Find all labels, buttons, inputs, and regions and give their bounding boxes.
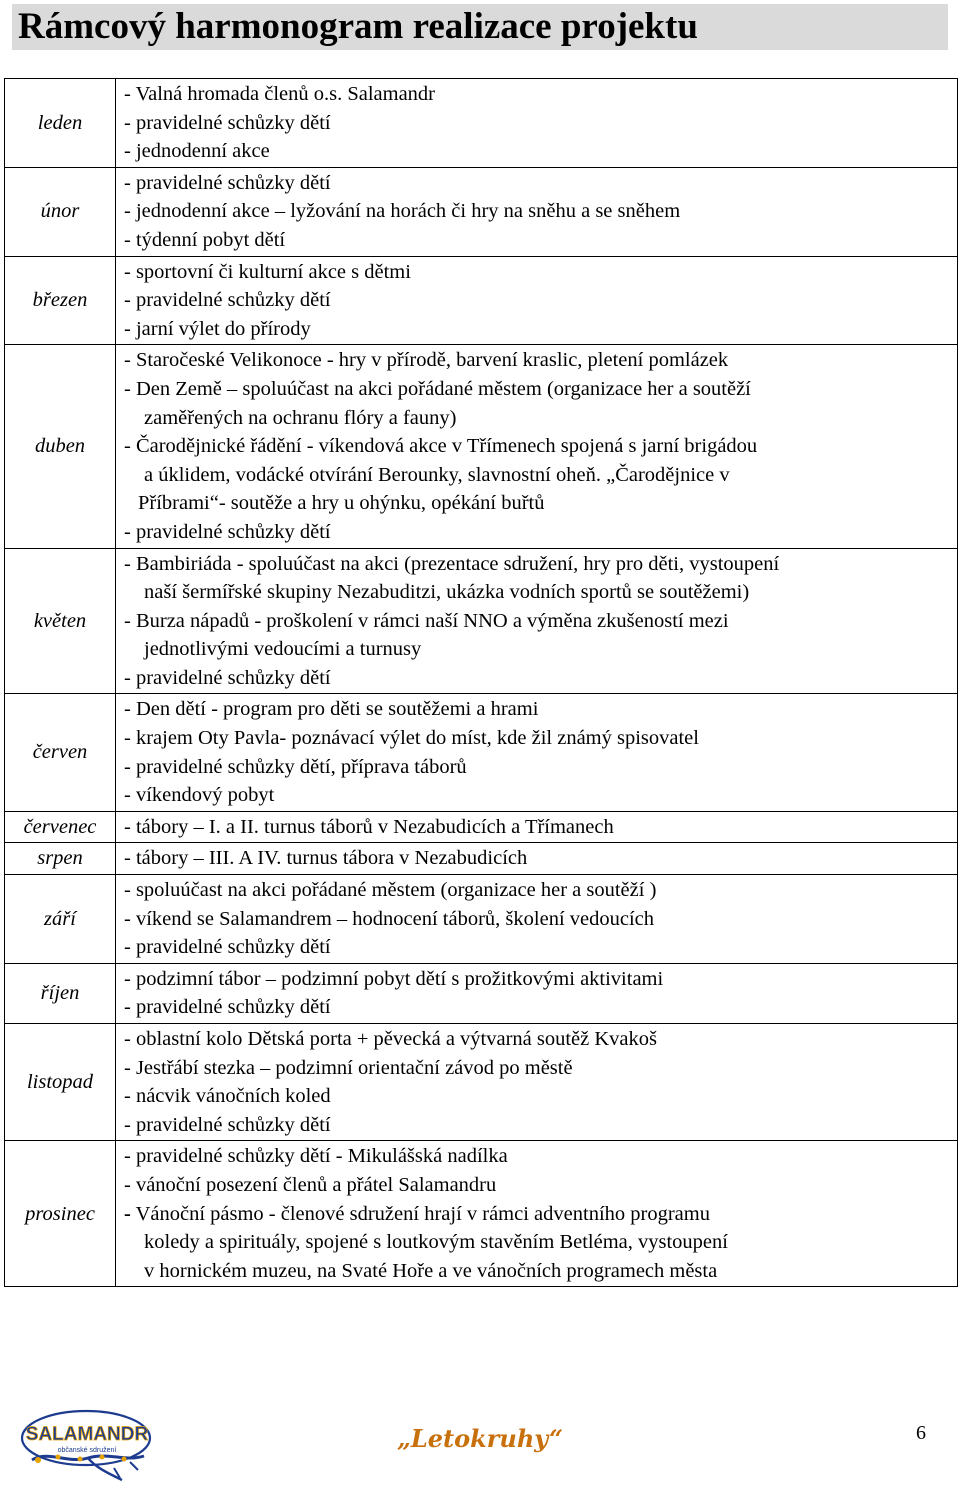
activity-item xyxy=(124,432,957,489)
activity-text: - Jestřábí stezka – podzimní orientační závod po městě xyxy=(124,1056,573,1079)
activity-text: - víkend se Salamandrem – hodnocení táborů, školení vedoucích xyxy=(124,907,655,930)
activity-text: - pravidelné schůzky dětí xyxy=(124,171,331,194)
page-title: Rámcový harmonogram realizace projektu xyxy=(18,6,698,47)
activity-text: - Bambiriáda - spoluúčast na akci (prezentace sdružení, hry pro děti, vystoupení xyxy=(124,552,780,575)
month-name: červen xyxy=(5,694,116,811)
month-name: listopad xyxy=(5,1024,116,1141)
activity-text: - pravidelné schůzky dětí - Mikulášská nadílka xyxy=(124,1145,508,1168)
month-name: březen xyxy=(5,256,116,345)
logo-subtext: občanské sdružení xyxy=(57,1447,117,1454)
activity-text: - nácvik vánočních koled xyxy=(124,1085,331,1108)
activity-item xyxy=(124,905,957,934)
activity-item xyxy=(124,1111,957,1140)
activity-item xyxy=(124,1142,957,1171)
activity-continuation: v hornickém muzeu, na Svaté Hoře a ve vánočních programech města xyxy=(144,1259,718,1282)
activity-text: - krajem Oty Pavla- poznávací výlet do míst, kde žil známý spisovatel xyxy=(124,727,699,750)
activity-text: - pravidelné schůzky dětí xyxy=(124,666,331,689)
month-name: květen xyxy=(5,548,116,694)
month-name: prosinec xyxy=(5,1141,116,1287)
activity-list xyxy=(116,345,958,548)
activity-text: - pravidelné schůzky dětí xyxy=(124,996,331,1019)
activity-item xyxy=(124,664,957,693)
activity-list xyxy=(116,875,958,964)
activity-text: - jednodenní akce – lyžování na horách či hry na sněhu a se sněhem xyxy=(124,200,681,223)
activity-item xyxy=(124,315,957,344)
activity-list xyxy=(116,1141,958,1287)
activity-text: - Vánoční pásmo - členové sdružení hrají v rámci adventního programu xyxy=(124,1202,710,1225)
activity-item xyxy=(124,518,957,547)
activity-item xyxy=(124,781,957,810)
schedule-row xyxy=(5,963,958,1023)
activity-item xyxy=(124,876,957,905)
activity-list xyxy=(116,1024,958,1141)
activity-text: - pravidelné schůzky dětí xyxy=(124,111,331,134)
activity-item xyxy=(124,1082,957,1111)
activity-text: - sportovní či kulturní akce s dětmi xyxy=(124,260,411,283)
month-name: duben xyxy=(5,345,116,548)
activity-text: - týdenní pobyt dětí xyxy=(124,228,286,251)
activity-text: - víkendový pobyt xyxy=(124,784,275,807)
schedule-row xyxy=(5,167,958,256)
activity-item xyxy=(124,1025,957,1054)
activity-text: - pravidelné schůzky dětí xyxy=(124,289,331,312)
activity-continuation: a úklidem, vodácké otvírání Berounky, slavnostní oheň. „Čarodějnice v xyxy=(144,463,730,486)
page-number: 6 xyxy=(916,1422,926,1444)
activity-text: - vánoční posezení členů a přátel Salamandru xyxy=(124,1173,497,1196)
schedule-body xyxy=(5,79,958,1287)
activity-text: - spoluúčast na akci pořádané městem (organizace her a soutěží ) xyxy=(124,879,657,902)
activity-text: - jednodenní akce xyxy=(124,140,270,163)
activity-list xyxy=(116,843,958,875)
activity-item xyxy=(124,109,957,138)
schedule-row xyxy=(5,1141,958,1287)
activity-item xyxy=(124,753,957,782)
schedule-row xyxy=(5,79,958,168)
activity-text: - Den dětí - program pro děti se soutěžemi a hrami xyxy=(124,698,539,721)
month-name: srpen xyxy=(5,843,116,875)
activity-item xyxy=(124,346,957,375)
activity-item xyxy=(124,965,957,994)
month-name: říjen xyxy=(5,963,116,1023)
activity-continuation: zaměřených na ochranu flóry a fauny) xyxy=(144,406,457,429)
activity-text: - tábory – III. A IV. turnus tábora v Nezabudicích xyxy=(124,847,528,870)
activity-item xyxy=(124,258,957,287)
activity-item xyxy=(124,169,957,198)
activity-item xyxy=(124,137,957,166)
activity-text: - pravidelné schůzky dětí xyxy=(124,936,331,959)
schedule-row xyxy=(5,256,958,345)
activity-text: - pravidelné schůzky dětí xyxy=(124,1113,331,1136)
salamandr-logo xyxy=(18,1402,158,1488)
month-name: leden xyxy=(5,79,116,168)
title-bar xyxy=(12,4,948,50)
activity-item xyxy=(124,607,957,664)
activity-continuation: Příbrami“- soutěže a hry u ohýnku, opékání buřtů xyxy=(138,492,545,515)
activity-list xyxy=(116,694,958,811)
activity-list xyxy=(116,256,958,345)
schedule-row xyxy=(5,843,958,875)
activity-text: - Staročeské Velikonoce - hry v přírodě, barvení kraslic, pletení pomlázek xyxy=(124,349,729,372)
activity-item xyxy=(124,550,957,607)
schedule-row xyxy=(5,1024,958,1141)
activity-item xyxy=(124,1054,957,1083)
month-name: únor xyxy=(5,167,116,256)
activity-text: - Čarodějnické řádění - víkendová akce v Třímenech spojená s jarní brigádou xyxy=(124,435,758,458)
activity-item xyxy=(124,489,957,518)
schedule-row xyxy=(5,548,958,694)
activity-list xyxy=(116,811,958,843)
activity-item xyxy=(124,80,957,109)
footer-title: „Letokruhy“ xyxy=(397,1424,563,1453)
activity-item xyxy=(124,844,957,873)
activity-item xyxy=(124,933,957,962)
activity-item xyxy=(124,813,957,842)
activity-list xyxy=(116,963,958,1023)
activity-item xyxy=(124,197,957,226)
activity-continuation: naší šermířské skupiny Nezabuditzi, ukázka vodních sportů se soutěžemi) xyxy=(144,581,750,604)
month-name: červenec xyxy=(5,811,116,843)
activity-item xyxy=(124,724,957,753)
activity-item xyxy=(124,695,957,724)
logo-wordmark: SALAMANDR xyxy=(25,1424,149,1445)
activity-list xyxy=(116,167,958,256)
activity-text: - pravidelné schůzky dětí xyxy=(124,520,331,543)
activity-text: - podzimní tábor – podzimní pobyt dětí s prožitkovými aktivitami xyxy=(124,967,664,990)
activity-continuation: jednotlivými vedoucími a turnusy xyxy=(144,638,422,661)
activity-text: - Den Země – spoluúčast na akci pořádané městem (organizace her a soutěží xyxy=(124,377,751,400)
activity-text: - tábory – I. a II. turnus táborů v Nezabudicích a Třímanech xyxy=(124,815,614,838)
activity-list xyxy=(116,548,958,694)
activity-continuation: koledy a spirituály, spojené s loutkovým stavěním Betléma, vystoupení xyxy=(144,1231,728,1254)
schedule-row xyxy=(5,811,958,843)
schedule-table xyxy=(4,78,958,1287)
month-name: září xyxy=(5,875,116,964)
activity-item xyxy=(124,226,957,255)
activity-item xyxy=(124,1200,957,1286)
activity-text: - Burza nápadů - proškolení v rámci naší NNO a výměna zkušeností mezi xyxy=(124,609,729,632)
activity-text: - pravidelné schůzky dětí, příprava táborů xyxy=(124,755,467,778)
activity-item xyxy=(124,993,957,1022)
activity-text: - Valná hromada členů o.s. Salamandr xyxy=(124,83,436,105)
activity-item xyxy=(124,375,957,432)
activity-item xyxy=(124,286,957,315)
schedule-row xyxy=(5,875,958,964)
schedule-row xyxy=(5,694,958,811)
activity-text: - oblastní kolo Dětská porta + pěvecká a výtvarná soutěž Kvakoš xyxy=(124,1028,658,1050)
activity-item xyxy=(124,1171,957,1200)
activity-text: - jarní výlet do přírody xyxy=(124,317,311,340)
schedule-row xyxy=(5,345,958,548)
activity-list xyxy=(116,79,958,168)
